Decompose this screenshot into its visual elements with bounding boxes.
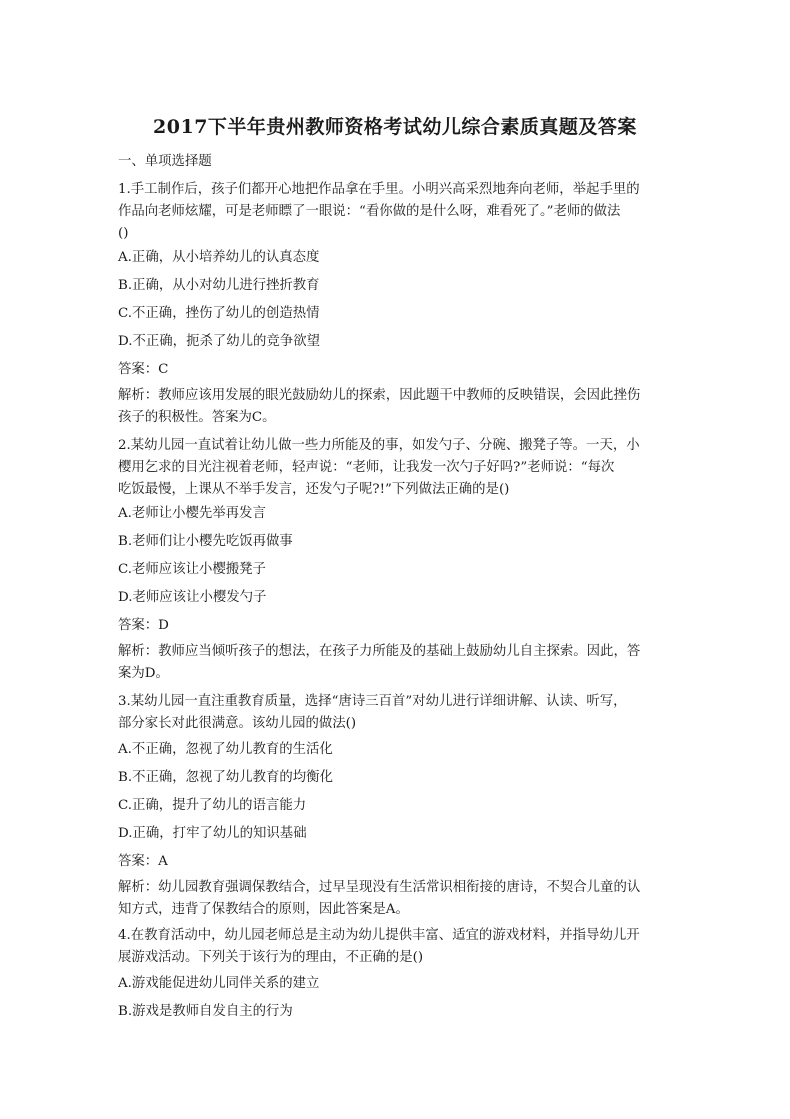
q1-option-c: C.不正确，挫伤了幼儿的创造热情 bbox=[118, 306, 320, 321]
q4-stem-line: 展游戏活动。下列关于该行为的理由，不正确的是() bbox=[118, 950, 424, 965]
q1-option-b: B.正确，从小对幼儿进行挫折教育 bbox=[118, 278, 320, 293]
q1-analysis-line: 孩子的积极性。答案为C。 bbox=[118, 410, 276, 425]
q2-stem-line: 吃饭最慢，上课从不举手发言，还发勺子呢?!”下列做法正确的是() bbox=[118, 482, 510, 497]
q3-option-c: C.正确，提升了幼儿的语言能力 bbox=[118, 798, 307, 813]
q1-stem-line: () bbox=[118, 226, 129, 241]
q2-option-b: B.老师们让小樱先吃饭再做事 bbox=[118, 534, 293, 549]
q1-stem-line: 1.手工制作后，孩子们都开心地把作品拿在手里。小明兴高采烈地奔向老师，举起手里的 bbox=[118, 182, 640, 197]
q2-stem-line: 樱用乞求的目光注视着老师，轻声说：“老师，让我发一次勺子好吗?”老师说：“每次 bbox=[118, 460, 615, 475]
page-title: 2017下半年贵州教师资格考试幼儿综合素质真题及答案 bbox=[153, 116, 637, 138]
q2-answer: 答案：D bbox=[118, 618, 169, 633]
q1-option-d: D.不正确，扼杀了幼儿的竞争欲望 bbox=[118, 334, 320, 349]
q2-stem-line: 2.某幼儿园一直试着让幼儿做一些力所能及的事，如发勺子、分碗、搬凳子等。一天，小 bbox=[118, 438, 640, 453]
q3-option-b: B.不正确，忽视了幼儿教育的均衡化 bbox=[118, 770, 333, 785]
section-heading: 一、单项选择题 bbox=[118, 154, 212, 169]
q3-stem-line: 部分家长对此很满意。该幼儿园的做法() bbox=[118, 716, 357, 731]
q2-analysis-line: 解析：教师应当倾听孩子的想法，在孩子力所能及的基础上鼓励幼儿自主探索。因此，答 bbox=[118, 644, 641, 659]
q3-analysis-line: 知方式，违背了保教结合的原则，因此答案是A。 bbox=[118, 902, 409, 917]
q3-analysis-line: 解析：幼儿园教育强调保教结合，过早呈现没有生活常识相衔接的唐诗，不契合儿童的认 bbox=[118, 880, 641, 895]
q1-option-a: A.正确，从小培养幼儿的认真态度 bbox=[118, 250, 320, 265]
q2-option-a: A.老师让小樱先举再发言 bbox=[118, 506, 266, 521]
q4-option-b: B.游戏是教师自发自主的行为 bbox=[118, 1004, 293, 1019]
q1-stem-line: 作品向老师炫耀，可是老师瞟了一眼说：“看你做的是什么呀，难看死了。”老师的做法 bbox=[118, 204, 621, 219]
q2-option-d: D.老师应该让小樱发勺子 bbox=[118, 590, 267, 605]
q1-analysis-line: 解析：教师应该用发展的眼光鼓励幼儿的探索，因此题干中教师的反映错误，会因此挫伤 bbox=[118, 388, 641, 403]
q3-option-a: A.不正确，忽视了幼儿教育的生活化 bbox=[118, 742, 333, 757]
q3-option-d: D.正确，打牢了幼儿的知识基础 bbox=[118, 826, 307, 841]
q2-option-c: C.老师应该让小樱搬凳子 bbox=[118, 562, 266, 577]
q1-answer: 答案：C bbox=[118, 362, 169, 377]
q2-analysis-line: 案为D。 bbox=[118, 666, 169, 681]
q3-answer: 答案：A bbox=[118, 854, 168, 869]
q3-stem-line: 3.某幼儿园一直注重教育质量，选择“唐诗三百首”对幼儿进行详细讲解、认读、听写， bbox=[118, 694, 627, 709]
q4-stem-line: 4.在教育活动中，幼儿园老师总是主动为幼儿提供丰富、适宜的游戏材料，并指导幼儿开 bbox=[118, 928, 640, 943]
q4-option-a: A.游戏能促进幼儿同伴关系的建立 bbox=[118, 976, 320, 991]
